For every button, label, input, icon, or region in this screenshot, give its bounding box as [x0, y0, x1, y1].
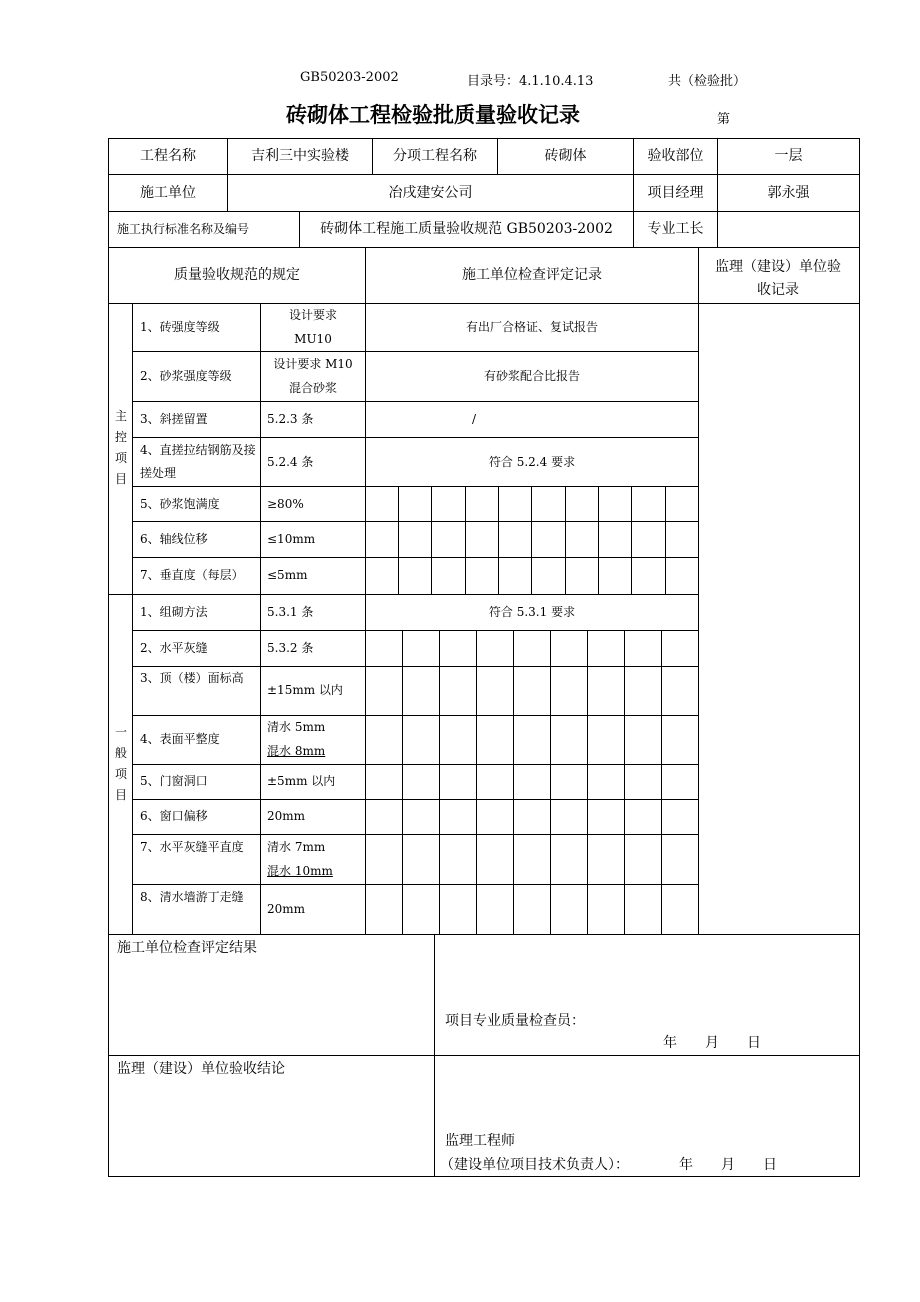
general-item-requirement: 混水 10mm — [267, 864, 333, 878]
supervision-column-header: 监理（建设）单位验收记录 — [715, 259, 841, 298]
supervision-conclusion-label: 监理（建设）单位验收结论 — [117, 1061, 285, 1077]
main-item-requirement: ≤5mm — [267, 568, 308, 582]
main-item-name: 5、砂浆饱满度 — [140, 497, 220, 511]
main-item-requirement: ≥80% — [267, 497, 304, 511]
project-name-value: 吉利三中实验楼 — [251, 148, 349, 164]
general-item-result: 符合 5.3.1 要求 — [488, 605, 576, 619]
general-item-requirement: 20mm — [267, 809, 306, 823]
general-items-group-label: 一般项目 — [114, 725, 127, 802]
standard-code: GB50203-2002 — [300, 70, 399, 85]
main-item-requirement: ≤10mm — [267, 532, 316, 546]
inspection-part-label: 验收部位 — [647, 148, 704, 164]
inspector-date: 年 月 日 — [663, 1035, 761, 1051]
general-item-name: 8、清水墙游丁走缝 — [140, 890, 244, 904]
main-item-name: 2、砂浆强度等级 — [140, 369, 232, 383]
general-item-name: 4、表面平整度 — [140, 732, 220, 746]
general-item-name: 7、水平灰缝平直度 — [140, 840, 244, 854]
main-item-requirement: MU10 — [294, 332, 332, 346]
general-item-requirement: 5.3.1 条 — [267, 605, 314, 619]
batch-count: 共（检验批） — [668, 74, 747, 89]
sub-project-value: 砖砌体 — [544, 148, 587, 164]
general-item-requirement: 20mm — [267, 902, 306, 916]
quality-inspector-label: 项目专业质量检查员： — [445, 1013, 585, 1029]
manager-value: 郭永强 — [767, 185, 810, 201]
check-column-header: 施工单位检查评定记录 — [462, 267, 602, 283]
standard-label: 施工执行标准名称及编号 — [117, 222, 250, 236]
general-item-name: 2、水平灰缝 — [140, 641, 208, 655]
main-item-result: 符合 5.2.4 要求 — [488, 455, 576, 469]
main-item-requirement: 设计要求 — [288, 308, 337, 322]
general-item-requirement: 清水 7mm — [267, 840, 326, 854]
main-item-result: 有砂浆配合比报告 — [483, 369, 580, 383]
main-items-group-label: 主控项目 — [114, 409, 127, 486]
project-name-label: 工程名称 — [140, 148, 196, 164]
catalog-number: 目录号：4.1.10.4.13 — [467, 74, 594, 89]
main-item-requirement: 设计要求 M10 — [273, 357, 353, 371]
manager-label: 项目经理 — [647, 185, 704, 201]
sub-project-label: 分项工程名称 — [393, 148, 477, 164]
inspection-part-value: 一层 — [774, 148, 803, 164]
page-title: 砖砌体工程检验批质量验收记录 — [286, 103, 580, 127]
contractor-value: 冶戌建安公司 — [388, 185, 473, 201]
technical-lead-label: （建设单位项目技术负责人）： — [440, 1157, 629, 1173]
main-item-requirement: 混合砂浆 — [288, 381, 337, 395]
main-item-name: 7、垂直度（每层） — [140, 568, 244, 582]
general-item-name: 1、组砌方法 — [140, 605, 208, 619]
contractor-label: 施工单位 — [140, 185, 196, 201]
spec-column-header: 质量验收规范的规定 — [174, 267, 300, 283]
main-item-requirement: 5.2.3 条 — [267, 412, 314, 426]
general-item-requirement: ±15mm 以内 — [267, 683, 343, 697]
general-item-requirement: 混水 8mm — [267, 744, 326, 758]
general-item-name: 6、窗口偏移 — [140, 809, 208, 823]
foreman-label: 专业工长 — [647, 221, 704, 237]
main-item-name: 1、砖强度等级 — [140, 320, 220, 334]
main-item-result: / — [472, 412, 477, 426]
main-item-requirement: 5.2.4 条 — [267, 455, 314, 469]
engineer-date: 年 月 日 — [679, 1157, 777, 1173]
general-item-requirement: ±5mm 以内 — [267, 774, 336, 788]
standard-value: 砖砌体工程施工质量验收规范 GB50203-2002 — [320, 221, 613, 237]
general-item-name: 5、门窗洞口 — [140, 774, 208, 788]
main-item-result: 有出厂合格证、复试报告 — [465, 320, 598, 334]
general-item-requirement: 清水 5mm — [267, 720, 326, 734]
main-item-name: 6、轴线位移 — [140, 532, 208, 546]
supervision-engineer-label: 监理工程师 — [445, 1133, 515, 1149]
page-number-label: 第 — [717, 112, 731, 127]
main-item-name: 4、直搓拉结钢筋及接搓处理 — [140, 443, 256, 480]
general-item-name: 3、顶（楼）面标高 — [140, 671, 244, 685]
main-item-name: 3、斜搓留置 — [140, 412, 208, 426]
general-item-requirement: 5.3.2 条 — [267, 641, 314, 655]
contractor-result-label: 施工单位检查评定结果 — [117, 940, 257, 956]
